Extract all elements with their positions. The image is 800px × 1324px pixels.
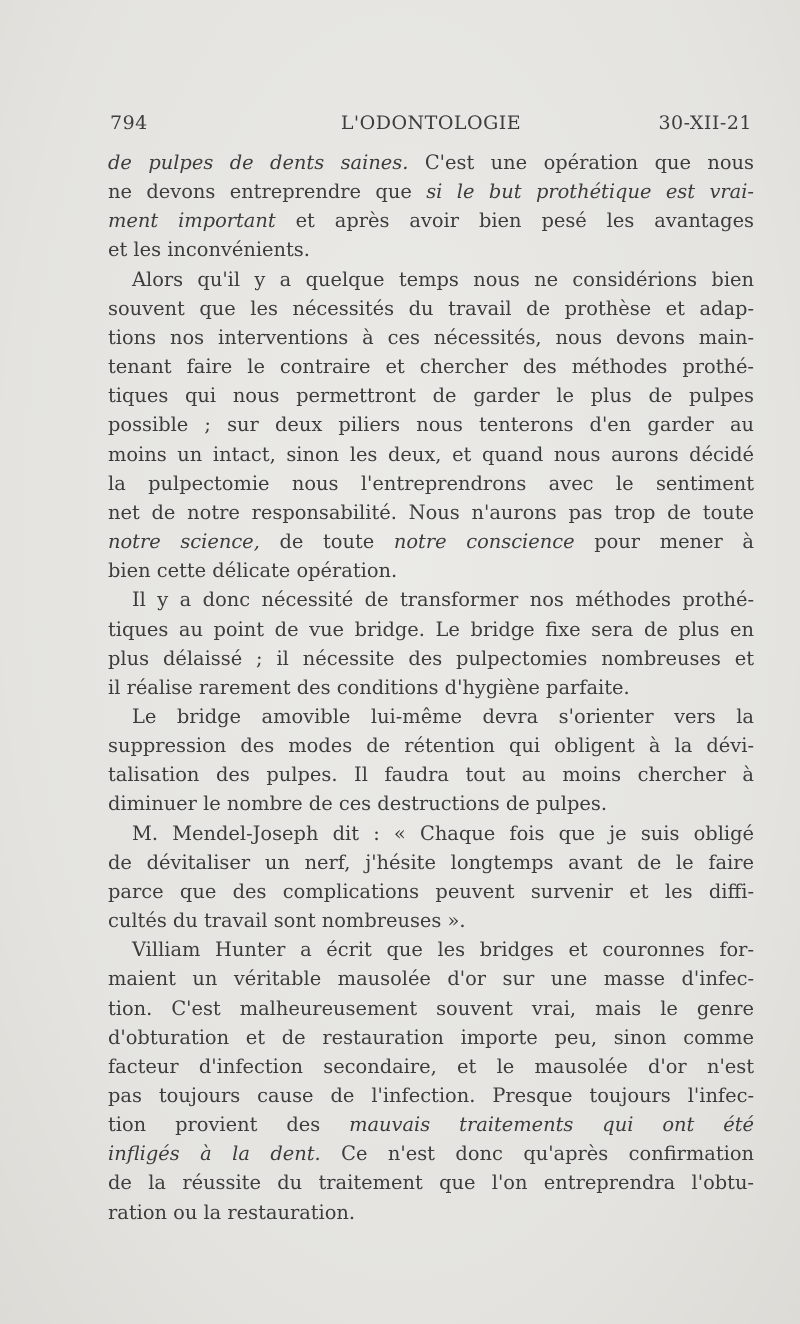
- text-line: [108, 148, 754, 177]
- text-run: plus délaissé ; il nécessite des pulpectomies nombreuses et: [108, 646, 754, 670]
- text-run: la pulpectomie nous l'entreprendrons avec le sentiment: [108, 471, 754, 495]
- text-run: tions nos interventions à ces nécessités, nous devons main-: [108, 325, 754, 349]
- text-line: [108, 615, 754, 644]
- text-run: talisation des pulpes. Il faudra tout au moins chercher à: [108, 763, 754, 787]
- italic-text: mauvais traitements qui ont été: [349, 1113, 754, 1137]
- italic-text: notre science,: [108, 530, 260, 554]
- italic-text: de pulpes de dents saines.: [108, 151, 409, 174]
- text-run: Villiam Hunter a écrit que les bridges et couronnes for-: [132, 938, 754, 962]
- text-line: [108, 206, 754, 235]
- text-run: et après avoir bien pesé les avantages: [275, 209, 754, 233]
- text-run: net de notre responsabilité. Nous n'aurons pas trop de toute: [108, 500, 754, 524]
- paragraph: [108, 819, 754, 936]
- paragraph: [108, 702, 754, 819]
- text-line: [108, 644, 754, 673]
- text-run: tion. C'est malheureusement souvent vrai, mais le genre: [108, 996, 754, 1020]
- text-line: [108, 1023, 754, 1052]
- text-run: possible ; sur deux piliers nous tenterons d'en garder au: [108, 413, 754, 437]
- text-run: suppression des modes de rétention qui obligent à la dévi-: [108, 734, 754, 758]
- text-line: [108, 177, 754, 206]
- text-run: ration ou la restauration.: [108, 1200, 356, 1224]
- text-line: [108, 265, 754, 294]
- text-run: il réalise rarement des conditions d'hygiène parfaite.: [108, 675, 630, 699]
- text-line: [108, 964, 754, 993]
- text-run: Alors qu'il y a quelque temps nous ne considérions bien: [132, 267, 754, 291]
- text-run: d'obturation et de restauration importe peu, sinon comme: [108, 1025, 754, 1049]
- issue-date: 30-XII-21: [658, 112, 752, 134]
- text-line: [108, 819, 754, 848]
- text-line: [108, 527, 754, 556]
- text-run: tenant faire le contraire et chercher des méthodes prothé-: [108, 355, 754, 379]
- text-run: tiques qui nous permettront de garder le plus de pulpes: [108, 384, 754, 408]
- text-line: [108, 789, 754, 818]
- text-line: [108, 848, 754, 877]
- text-line: [108, 760, 754, 789]
- italic-text: notre conscience: [393, 530, 575, 554]
- text-run: maient un véritable mausolée d'or sur une masse d'infec-: [108, 967, 754, 991]
- text-line: [108, 731, 754, 760]
- text-line: [108, 906, 754, 935]
- text-run: de toute: [259, 530, 394, 554]
- text-line: [108, 1110, 754, 1139]
- text-run: moins un intact, sinon les deux, et quand nous aurons décidé: [108, 442, 754, 466]
- text-line: [108, 994, 754, 1023]
- text-line: [108, 323, 754, 352]
- text-line: [108, 1198, 754, 1227]
- italic-text: si le but prothétique est vrai-: [426, 180, 754, 204]
- text-run: Il y a donc nécessité de transformer nos méthodes prothé-: [132, 588, 754, 612]
- page-number: 794: [110, 112, 148, 134]
- text-line: [108, 1081, 754, 1110]
- text-line: [108, 877, 754, 906]
- text-line: [108, 585, 754, 614]
- text-line: [108, 702, 754, 731]
- paragraph: [108, 935, 754, 1227]
- text-run: tion provient des: [108, 1113, 350, 1137]
- text-line: [108, 294, 754, 323]
- italic-text: infligés à la dent.: [108, 1142, 321, 1166]
- running-title: L'ODONTOLOGIE: [340, 112, 522, 134]
- text-line: [108, 381, 754, 410]
- running-header: [110, 112, 752, 144]
- text-line: [108, 498, 754, 527]
- text-run: pas toujours cause de l'infection. Presque toujours l'infec-: [108, 1084, 754, 1107]
- paragraph: [108, 265, 754, 586]
- text-line: [108, 673, 754, 702]
- text-run: tiques au point de vue bridge. Le bridge fixe sera de plus en: [108, 617, 754, 641]
- italic-text: ment important: [108, 209, 276, 233]
- text-run: pour mener à: [574, 530, 754, 554]
- text-run: facteur d'infection secondaire, et le mausolée d'or n'est: [108, 1054, 754, 1078]
- text-run: ne devons entreprendre que: [108, 180, 427, 204]
- text-run: souvent que les nécessités du travail de prothèse et adap-: [108, 296, 754, 320]
- text-line: [108, 352, 754, 381]
- text-line: [108, 1052, 754, 1081]
- text-line: [108, 235, 754, 264]
- text-line: [108, 469, 754, 498]
- text-run: parce que des complications peuvent survenir et les diffi-: [108, 879, 754, 903]
- text-run: diminuer le nombre de ces destructions de pulpes.: [108, 792, 607, 816]
- text-line: [108, 556, 754, 585]
- text-run: bien cette délicate opération.: [108, 559, 398, 583]
- text-run: et les inconvénients.: [108, 238, 310, 262]
- text-line: [108, 440, 754, 469]
- text-line: [108, 935, 754, 964]
- text-run: M. Mendel-Joseph dit : « Chaque fois que je suis obligé: [132, 821, 754, 845]
- text-run: Ce n'est donc qu'après confirmation: [320, 1142, 755, 1166]
- paragraph: [108, 148, 754, 265]
- body-text: [108, 148, 754, 1227]
- text-run: cultés du travail sont nombreuses ».: [108, 909, 466, 933]
- text-run: Le bridge amovible lui-même devra s'orienter vers la: [132, 704, 754, 728]
- text-run: de dévitaliser un nerf, j'hésite longtemps avant de le faire: [108, 850, 754, 874]
- paragraph: [108, 585, 754, 702]
- text-line: [108, 410, 754, 439]
- text-line: [108, 1139, 754, 1168]
- text-line: [108, 1168, 754, 1197]
- text-run: C'est une opération que nous: [408, 151, 754, 174]
- text-run: de la réussite du traitement que l'on entreprendra l'obtu-: [108, 1171, 754, 1195]
